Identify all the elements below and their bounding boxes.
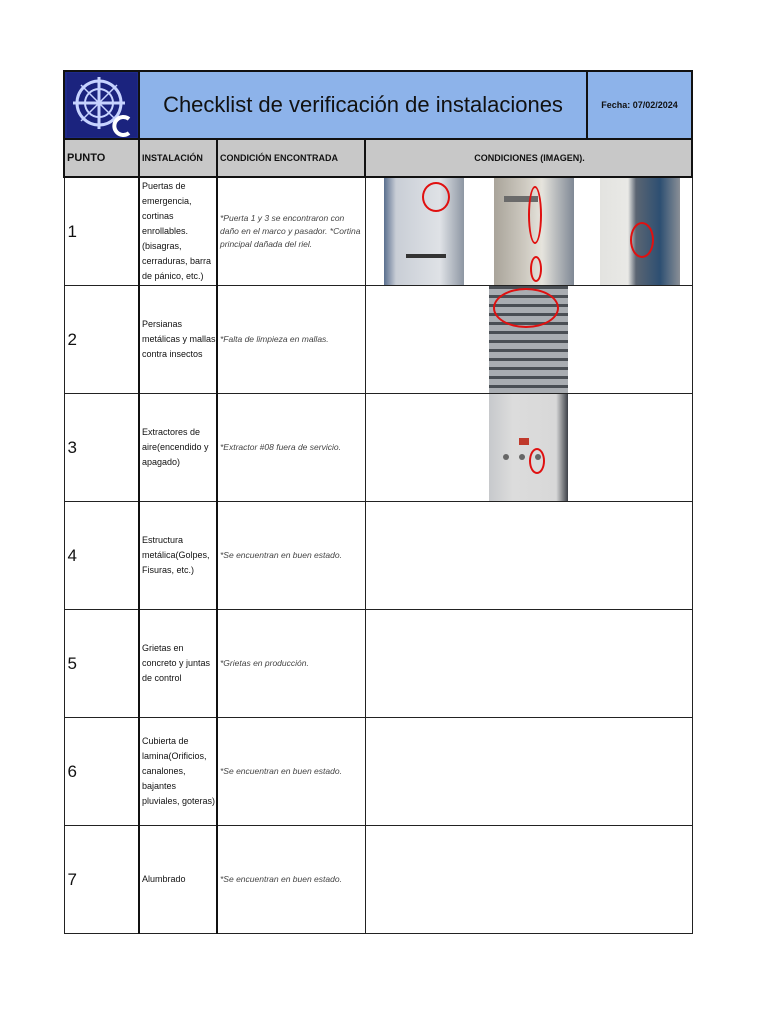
table-row [64, 718, 692, 826]
damage-highlight [529, 448, 545, 474]
installation-cell: Puertas de emergencia, cortinas enrollables. (bisagras, cerraduras, barra de pánico, etc.) [139, 177, 217, 286]
condition-cell: *Falta de limpieza en mallas. [217, 286, 365, 394]
door-photo [384, 178, 464, 285]
column-header-instalacion: INSTALACIÓN [139, 139, 217, 177]
checklist-table [63, 70, 693, 934]
condition-cell: *Se encuentran en buen estado. [217, 718, 365, 826]
column-header-row [64, 139, 692, 177]
damage-highlight [530, 256, 542, 282]
checklist-sheet [63, 70, 691, 934]
louver-photo [489, 286, 568, 393]
damage-highlight [630, 222, 654, 258]
table-row [64, 286, 692, 394]
row-number: 1 [64, 177, 139, 286]
condition-cell: *Grietas en producción. [217, 610, 365, 718]
installation-cell: Alumbrado [139, 826, 217, 934]
image-cell [365, 502, 692, 610]
condition-cell: *Se encuentran en buen estado. [217, 502, 365, 610]
title-row [64, 71, 692, 139]
row-number: 2 [64, 286, 139, 394]
image-cell [365, 610, 692, 718]
image-cell [365, 394, 692, 502]
condition-cell: *Puerta 1 y 3 se encontraron con daño en el marco y pasador. *Cortina principal dañada del riel. [217, 177, 365, 286]
row-number: 3 [64, 394, 139, 502]
table-row [64, 610, 692, 718]
column-header-imagen: CONDICIONES (IMAGEN). [365, 139, 692, 177]
damage-highlight [493, 288, 559, 328]
installation-cell: Extractores de aire(encendido y apagado) [139, 394, 217, 502]
row-number: 7 [64, 826, 139, 934]
installation-cell: Cubierta de lamina(Orificios, canalones, bajantes pluviales, goteras) [139, 718, 217, 826]
door-frame-photo [494, 178, 574, 285]
table-row [64, 394, 692, 502]
image-cell [365, 286, 692, 394]
date-label: Fecha: 07/02/2024 [587, 71, 692, 139]
installation-cell: Persianas metálicas y mallas contra insectos [139, 286, 217, 394]
table-row [64, 502, 692, 610]
row-number: 6 [64, 718, 139, 826]
company-logo [67, 73, 137, 137]
image-cell [365, 826, 692, 934]
rolling-shutter-photo [600, 178, 680, 285]
image-cell [365, 718, 692, 826]
column-header-punto: PUNTO [64, 139, 139, 177]
installation-cell: Estructura metálica(Golpes, Fisuras, etc.) [139, 502, 217, 610]
damage-highlight [422, 182, 450, 212]
condition-cell: *Extractor #08 fuera de servicio. [217, 394, 365, 502]
page-title: Checklist de verificación de instalaciones [139, 71, 587, 139]
row-number: 5 [64, 610, 139, 718]
damage-highlight [528, 186, 542, 244]
image-cell [365, 177, 692, 286]
control-panel-photo [489, 394, 568, 501]
installation-cell: Grietas en concreto y juntas de control [139, 610, 217, 718]
logo-cell [64, 71, 139, 139]
table-row [64, 826, 692, 934]
condition-cell: *Se encuentran en buen estado. [217, 826, 365, 934]
row-number: 4 [64, 502, 139, 610]
column-header-condicion: CONDICIÓN ENCONTRADA [217, 139, 365, 177]
table-row [64, 177, 692, 286]
